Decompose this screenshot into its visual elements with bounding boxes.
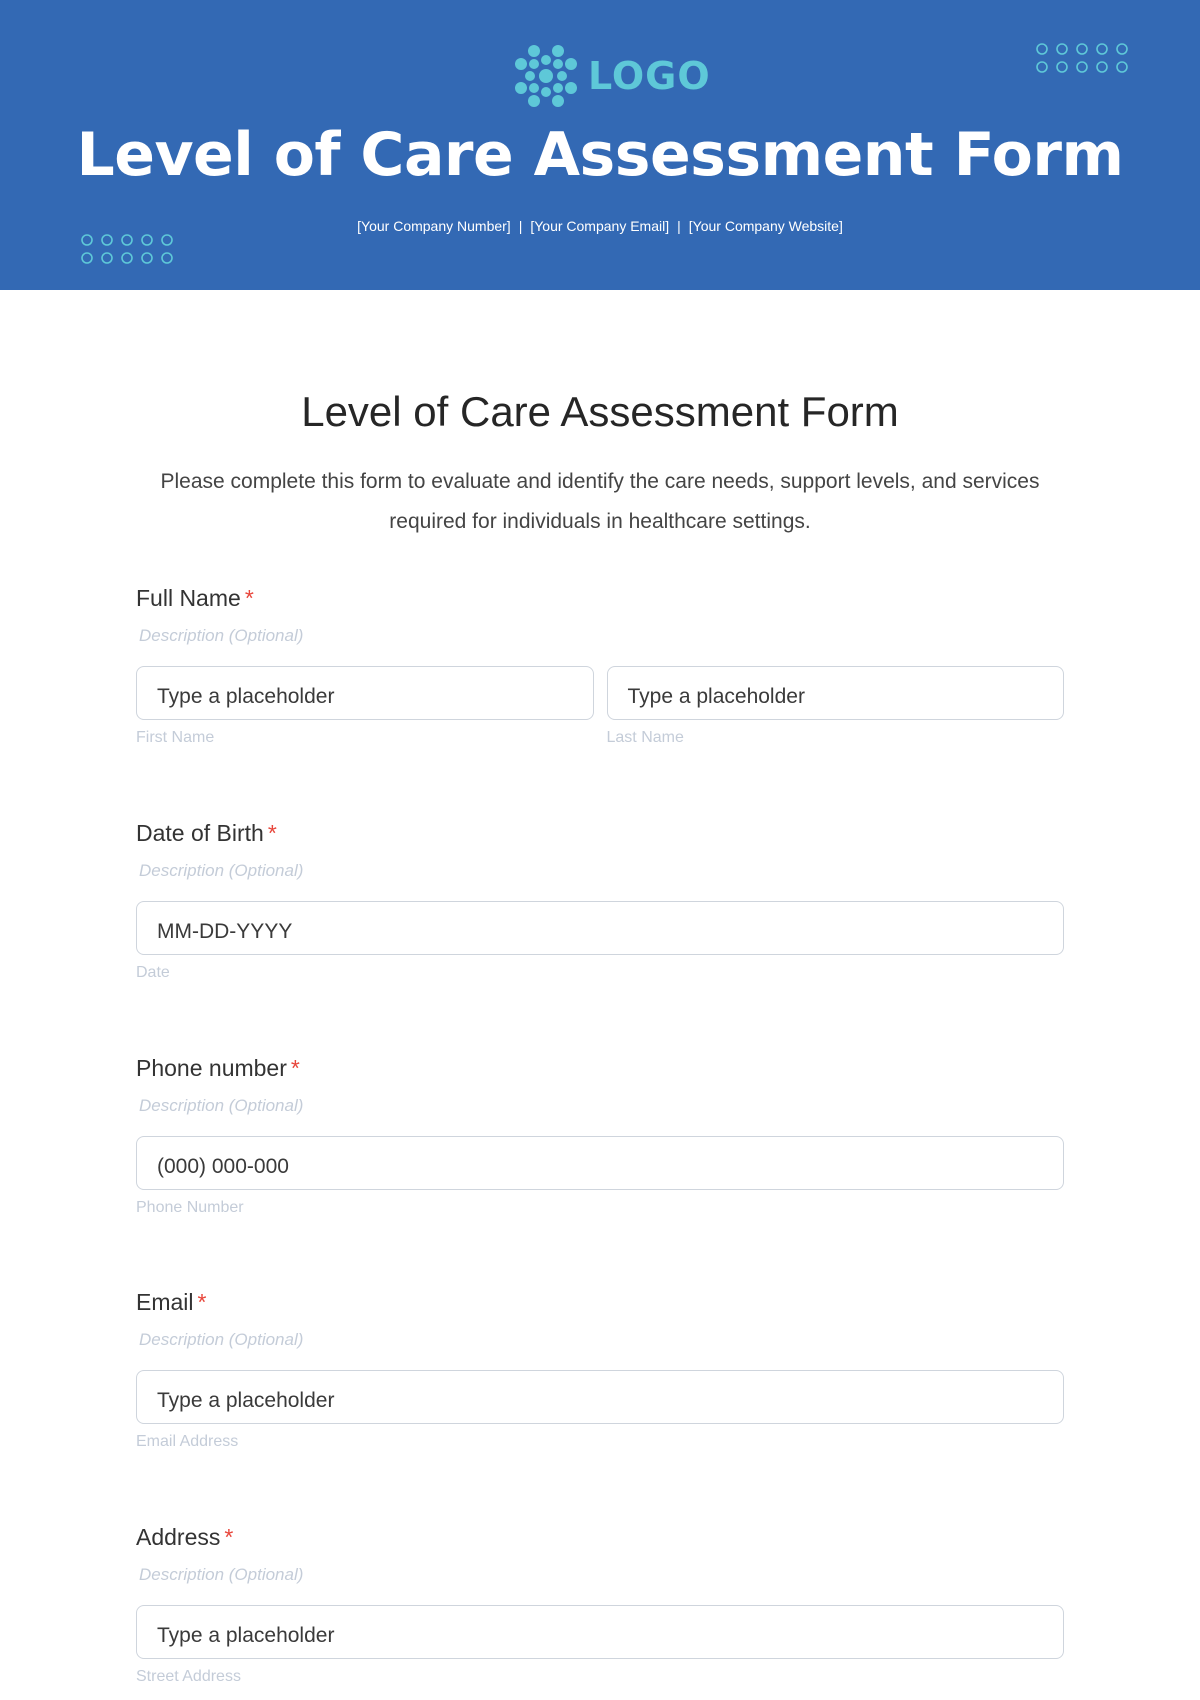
field-full-name <box>136 582 1064 749</box>
field-description: Description (Optional) <box>139 1096 304 1115</box>
form-intro: Please complete this form to evaluate and identify the care needs, support levels, and services required for individuals in healthcare settings. <box>160 470 1040 533</box>
company-contact-line <box>0 218 1200 234</box>
contact-separator: | <box>677 218 681 234</box>
field-label-text: Phone number <box>136 1055 287 1081</box>
field-email <box>136 1286 1064 1453</box>
field-label-text: Full Name <box>136 585 241 611</box>
decorative-dots-icon <box>1036 42 1128 74</box>
field-label <box>136 1286 1064 1318</box>
field-label <box>136 582 1064 614</box>
company-number: [Your Company Number] <box>357 218 511 234</box>
header-title: Level of Care Assessment Form <box>76 120 1124 190</box>
logo-mark-icon <box>510 40 582 112</box>
field-label-text: Date of Birth <box>136 820 264 846</box>
date-of-birth-input[interactable] <box>136 901 1064 955</box>
header-banner <box>0 0 1200 290</box>
input-placeholder: Type a placeholder <box>157 1389 335 1412</box>
last-name-input[interactable] <box>607 666 1065 720</box>
form-title: Level of Care Assessment Form <box>301 388 899 435</box>
field-label-text: Address <box>136 1524 221 1550</box>
logo-text: LOGO <box>588 54 711 98</box>
field-description: Description (Optional) <box>139 861 304 880</box>
company-email: [Your Company Email] <box>530 218 670 234</box>
required-marker: * <box>267 820 277 846</box>
email-input[interactable] <box>136 1370 1064 1424</box>
input-placeholder: MM-DD-YYYY <box>157 920 293 943</box>
logo <box>510 40 711 112</box>
input-sublabel: Phone Number <box>136 1199 244 1216</box>
field-label <box>136 817 1064 849</box>
field-address <box>136 1521 1064 1688</box>
input-sublabel: Last Name <box>606 729 684 746</box>
input-sublabel: First Name <box>136 729 215 746</box>
input-placeholder: Type a placeholder <box>157 1624 335 1647</box>
input-sublabel: Date <box>136 964 170 981</box>
field-description: Description (Optional) <box>139 1330 304 1349</box>
field-label <box>136 1521 1064 1553</box>
phone-number-input[interactable] <box>136 1136 1064 1190</box>
first-name-input[interactable] <box>136 666 594 720</box>
required-marker: * <box>290 1055 300 1081</box>
field-label <box>136 1052 1064 1084</box>
decorative-dots-icon <box>81 233 173 265</box>
required-marker: * <box>224 1524 234 1550</box>
input-placeholder: Type a placeholder <box>627 685 805 708</box>
field-phone-number <box>136 1052 1064 1219</box>
input-sublabel: Street Address <box>136 1668 241 1685</box>
input-sublabel: Email Address <box>136 1433 239 1450</box>
input-placeholder: (000) 000-000 <box>157 1155 289 1178</box>
company-website: [Your Company Website] <box>688 218 843 234</box>
required-marker: * <box>197 1289 207 1315</box>
required-marker: * <box>244 585 254 611</box>
contact-separator: | <box>518 218 523 234</box>
field-description: Description (Optional) <box>139 1565 304 1584</box>
street-address-input[interactable] <box>136 1605 1064 1659</box>
field-description: Description (Optional) <box>139 626 304 645</box>
field-date-of-birth <box>136 817 1064 984</box>
input-placeholder: Type a placeholder <box>157 685 335 708</box>
field-label-text: Email <box>136 1289 194 1315</box>
